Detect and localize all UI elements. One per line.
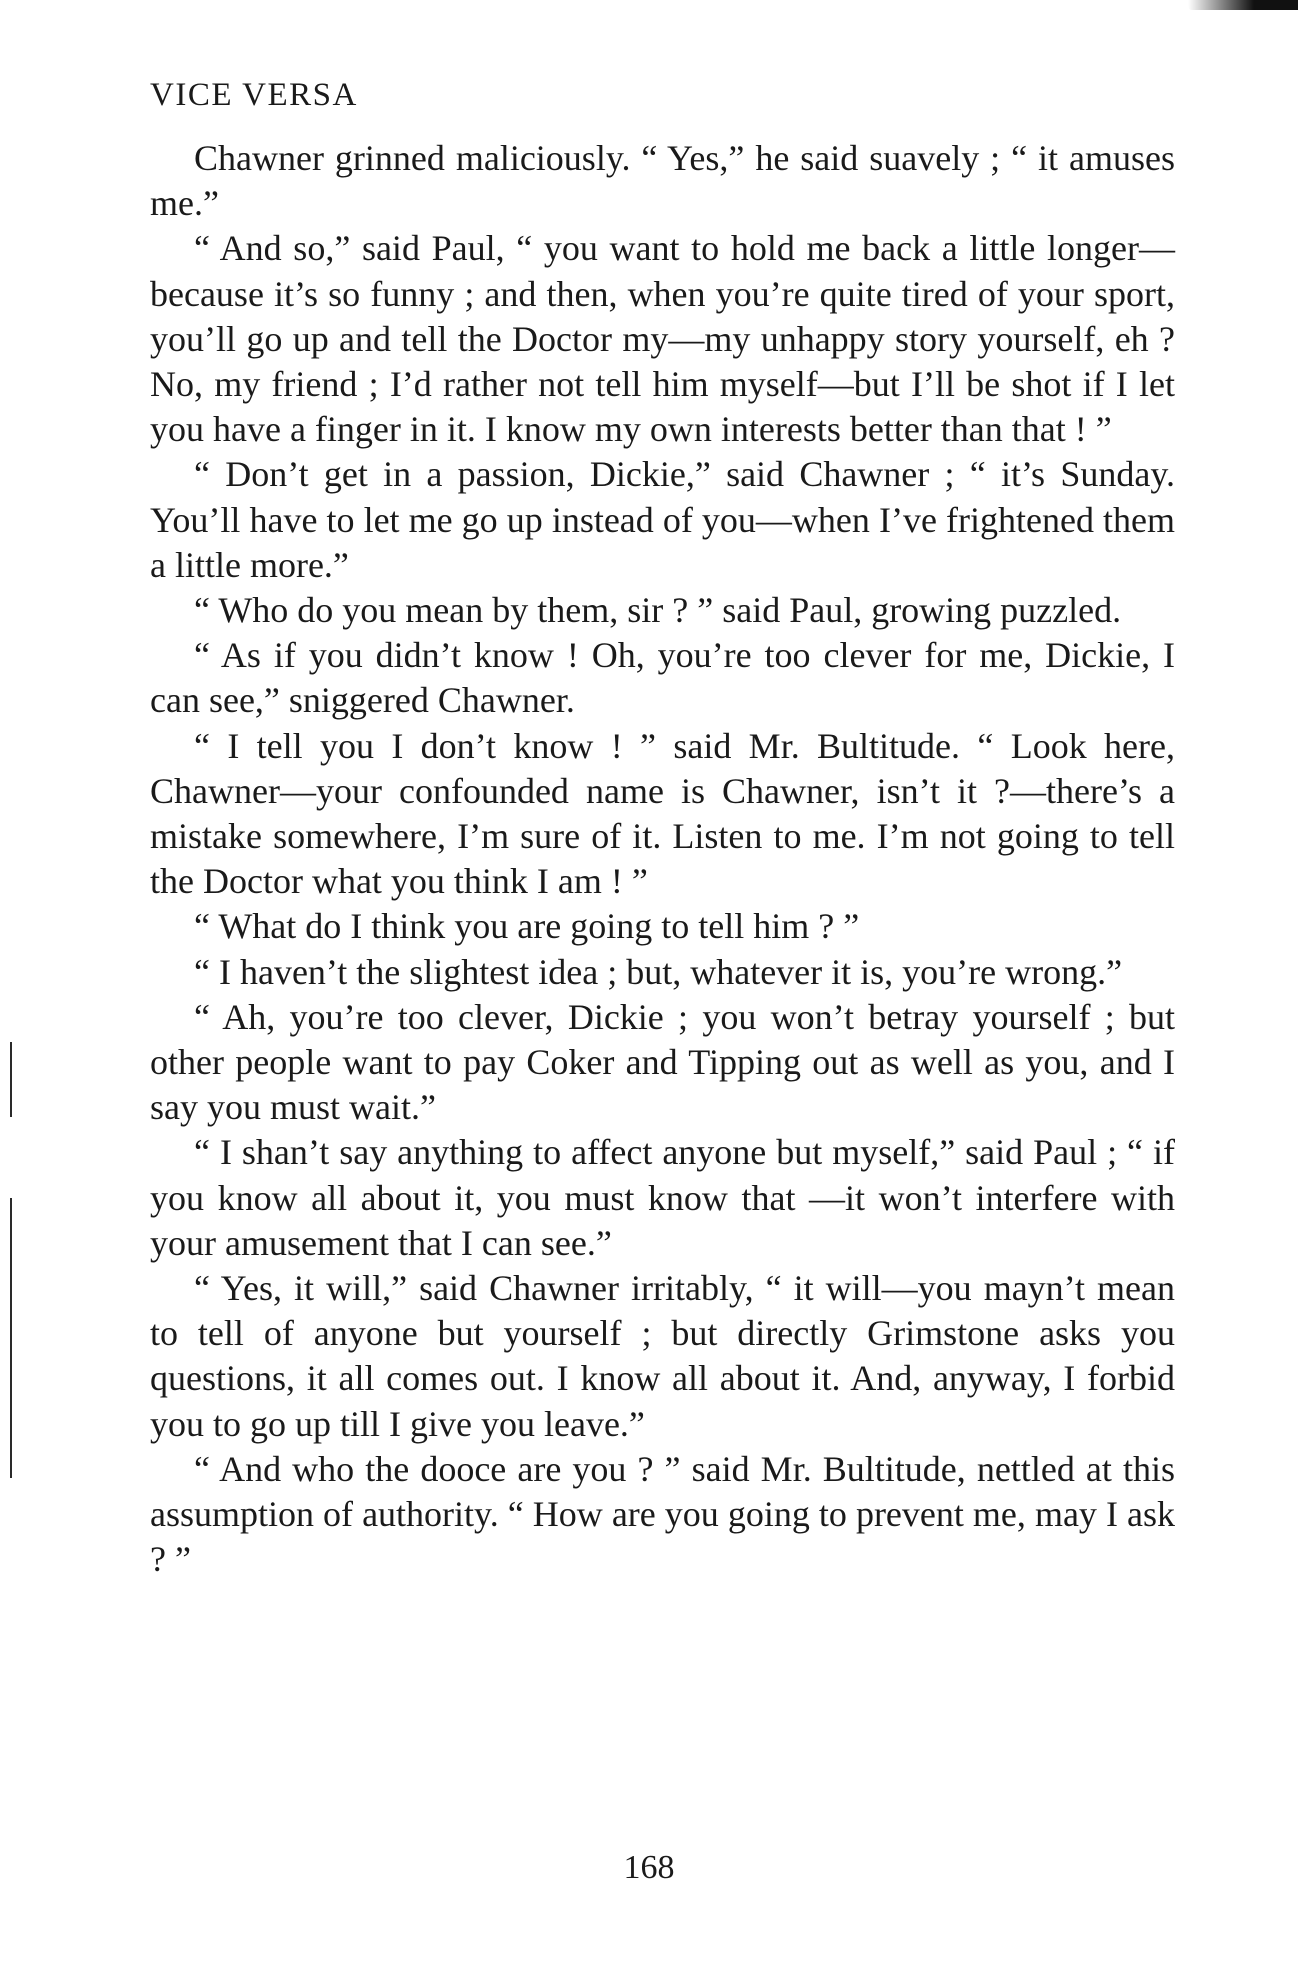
paragraph: “ Yes, it will,” said Chawner irritably, “ it will—you mayn’t mean to tell of anyone but yourself ; but directly Grimstone asks you questions, it all comes out. I know all about it. And, anyway, I forbid you to go up till I give you leave.”: [150, 1268, 1175, 1444]
scan-edge-mark: [1188, 0, 1298, 10]
paragraph: “ What do I think you are going to tell him ? ”: [194, 906, 860, 947]
paragraph: “ I haven’t the slightest idea ; but, whatever it is, you’re wrong.”: [194, 951, 1123, 992]
page-number: 168: [623, 1849, 675, 1886]
paragraph: “ And so,” said Paul, “ you want to hold me back a little longer—because it’s so funny ; and then, when you’re quite tired of your sport, you’ll go up and tell the Doctor my—my unhappy story yourself, eh ? No, my friend ; I’d rather not tell him myself—but I’ll be shot if I let you have a finger in it. I know my own interests better than that ! ”: [150, 228, 1175, 450]
paragraph: “ Don’t get in a passion, Dickie,” said Chawner ; “ it’s Sunday. You’ll have to let me go up instead of you—when I’ve frightened them a little more.”: [150, 454, 1175, 585]
paragraph: Chawner grinned maliciously. “ Yes,” he said suavely ; “ it amuses me.”: [150, 138, 1175, 224]
paragraph: “ Ah, you’re too clever, Dickie ; you won’t betray yourself ; but other people want to pay Coker and Tipping out as well as you, and I say you must wait.”: [150, 996, 1175, 1128]
body-text: [150, 136, 1175, 1583]
paragraph: “ I tell you I don’t know ! ” said Mr. Bultitude. “ Look here, Chawner—your confounded name is Chawner, isn’t it ?—there’s a mistake somewhere, I’m sure of it. Listen to me. I’m not going to tell the Doctor what you think I am ! ”: [150, 725, 1175, 902]
paragraph: “ As if you didn’t know ! Oh, you’re too clever for me, Dickie, I can see,” sniggered Chawner.: [150, 635, 1175, 721]
paragraph: “ Who do you mean by them, sir ? ” said Paul, growing puzzled.: [194, 590, 1122, 631]
margin-pencil-mark: [10, 1042, 12, 1117]
running-head: VICE VERSA: [150, 77, 358, 113]
paragraph: “ I shan’t say anything to affect anyone but myself,” said Paul ; “ if you know all about it, you must know that —it won’t interfere with your amusement that I can see.”: [150, 1132, 1175, 1263]
paragraph: “ And who the dooce are you ? ” said Mr. Bultitude, nettled at this assumption of authority. “ How are you going to prevent me, may I ask ? ”: [150, 1448, 1175, 1580]
margin-pencil-mark: [10, 1198, 12, 1478]
